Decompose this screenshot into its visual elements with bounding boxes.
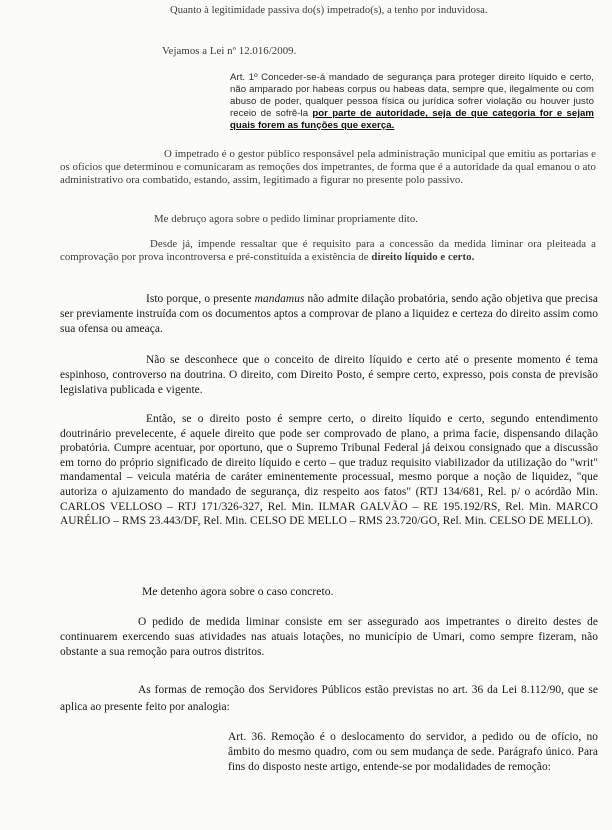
para-desde-emphasis: direito líquido e certo. — [371, 251, 475, 263]
intro-line: Quanto à legitimidade passiva do(s) impetrado(s), a tenho por induvidosa. — [170, 5, 488, 16]
para-isto-before: Isto porque, o presente — [146, 293, 255, 305]
vejamos-line: Vejamos a Lei nº 12.016/2009. — [162, 45, 297, 57]
art1-quote — [230, 72, 594, 132]
para-isto-after: não admite dilação probatória, sendo ação objetiva que precisa ser previamente instruída com os documentos aptos a comprovar de plano a liquidez e certeza do direito assim como sua ofensa ou ameaça. — [60, 293, 598, 335]
art36-quote: Art. 36. Remoção é o deslocamento do servidor, a pedido ou de ofício, no âmbito do mesmo quadro, com ou sem mudança de sede. Parágrafo único. Para fins do disposto neste artigo, entende-se por modalidades de remoção: — [228, 731, 598, 773]
para-pedido: O pedido de medida liminar consiste em ser assegurado aos impetrantes o direito destes de continuarem exercendo suas atividades nas atuais lotações, no município de Umari, como sempre fizeram, não obstante a sua remoção para outros distritos. — [60, 616, 598, 658]
heading-caso: Me detenho agora sobre o caso concreto. — [142, 585, 334, 598]
para-nao-desconhece: Não se desconhece que o conceito de direito líquido e certo até o presente momento é tema espinhoso, controverso na doutrina. O direito, com Direito Posto, é sempre certo, expresso, pois consta de previsão legislativa publicada e vigente. — [60, 354, 598, 396]
para-desde — [60, 238, 596, 264]
para-desde-text: Desde já, impende ressaltar que é requisito para a concessão da medida liminar ora pleiteada a comprovação por prova incontroversa e pré-constituída a existência de — [60, 238, 596, 263]
art1-quote-text: Art. 1º Conceder-se-á mandado de segurança para proteger direito líquido e certo, não amparado por habeas corpus ou habeas data, sempre que, ilegalmente ou com abuso de poder, qualquer pessoa física ou jurídica sofrer violação ou houver justo receio de sofrê-la — [230, 72, 594, 119]
para-formas: As formas de remoção dos Servidores Públicos estão previstas no art. 36 da Lei 8.112/90, que se aplica ao presente feito por analogia: — [60, 684, 598, 713]
para-isto-italic: mandamus — [254, 293, 305, 305]
para-entao: Então, se o direito posto é sempre certo, o direito líquido e certo, segundo entendimento doutrinário prevelecente, é aquele direito que pode ser comprovado de plano, a prima facie, dispensando dilação probatória. Cumpre acentuar, por oportuno, que o Supremo Tribunal Federal já deixou consignado que a discussão em torno do próprio significado de direito líquido e certo – que traduz requisito viabilizador da utilização do "writ" mandamental – veicula matéria de caráter eminentemente processual, mesmo porque a noção de liquidez, "que autoriza o ajuizamento do mandado de segurança, diz respeito aos fatos" (RTJ 134/681, Rel. p/ o acórdão Min. CARLOS VELLOSO – RTJ 171/326-327, Rel. Min. ILMAR GALVÃO – RE 195.192/RS, Rel. Min. MARCO AURÉLIO – RMS 23.443/DF, Rel. Min. CELSO DE MELLO – RMS 23.720/GO, Rel. Min. CELSO DE MELLO). — [60, 413, 598, 528]
art1-quote-emphasis: por parte de autoridade, seja de que categoria for e sejam quais forem as funções que exerça. — [230, 108, 594, 131]
para-isto — [60, 292, 598, 337]
para-impetrado: O impetrado é o gestor público responsável pela administração municipal que emitiu as portarias e os ofícios que determinou e comunicaram as remoções dos impetrantes, de forma que é a autoridade da qual emanou o ato administrativo ora combatido, estando, assim, legitimado a figurar no presente polo passivo. — [60, 148, 596, 186]
heading-liminar: Me debruço agora sobre o pedido liminar propriamente dito. — [154, 213, 419, 225]
